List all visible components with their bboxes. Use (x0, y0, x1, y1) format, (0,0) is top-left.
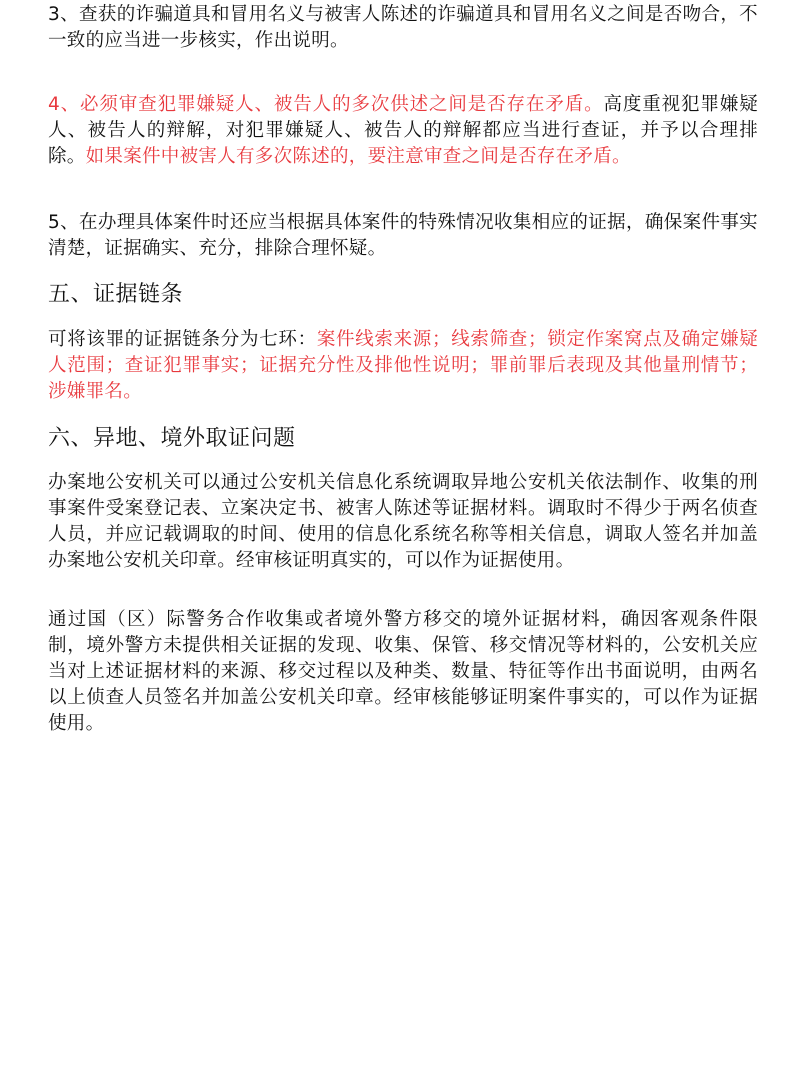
item-4-highlight-1: 4、必须审查犯罪嫌疑人、被告人的多次供述之间是否存在矛盾。 (48, 94, 604, 115)
item-4-body: 高度重视犯罪嫌疑人、被告人的辩解，对犯罪嫌疑人、被告人的辩解都应当进行查证，并予以合理排除。 (48, 94, 758, 167)
item-4-highlight-2: 如果案件中被害人有多次陈述的，要注意审查之间是否存在矛盾。 (85, 146, 631, 167)
paragraph-item-3 (48, 2, 758, 54)
item-3-text: 3、查获的诈骗道具和冒用名义与被害人陈述的诈骗道具和冒用名义之间是否吻合，不一致的应当进一步核实，作出说明。 (48, 4, 758, 51)
item-5-text: 5、在办理具体案件时还应当根据具体案件的特殊情况收集相应的证据，确保案件事实清楚，证据确实、充分，排除合理怀疑。 (48, 212, 758, 259)
remote-evidence-text: 办案地公安机关可以通过公安机关信息化系统调取异地公安机关依法制作、收集的刑事案件受案登记表、立案决定书、被害人陈述等证据材料。调取时不得少于两名侦查人员，并应记载调取的时间、使用的信息化系统名称等相关信息，调取人签名并加盖办案地公安机关印章。经审核证明真实的，可以作为证据使用。 (48, 472, 758, 571)
paragraph-evidence-chain (48, 327, 758, 405)
paragraph-item-5 (48, 210, 758, 262)
section-5-heading: 五、证据链条 (48, 282, 184, 307)
evidence-chain-intro: 可将该罪的证据链条分为七环： (48, 329, 317, 350)
paragraph-item-4 (48, 92, 758, 170)
paragraph-remote-evidence (48, 470, 758, 574)
evidence-chain-list: 案件线索来源；线索筛查；锁定作案窝点及确定嫌疑人范围；查证犯罪事实；证据充分性及排他性说明；罪前罪后表现及其他量刑情节；涉嫌罪名。 (48, 329, 759, 402)
section-6-heading: 六、异地、境外取证问题 (48, 426, 296, 451)
overseas-evidence-text: 通过国（区）际警务合作收集或者境外警方移交的境外证据材料，确因客观条件限制，境外警方未提供相关证据的发现、收集、保管、移交情况等材料的，公安机关应当对上述证据材料的来源、移交过程以及种类、数量、特征等作出书面说明，由两名以上侦查人员签名并加盖公安机关印章。经审核能够证明案件事实的，可以作为证据使用。 (48, 609, 758, 734)
paragraph-overseas-evidence (48, 607, 758, 737)
